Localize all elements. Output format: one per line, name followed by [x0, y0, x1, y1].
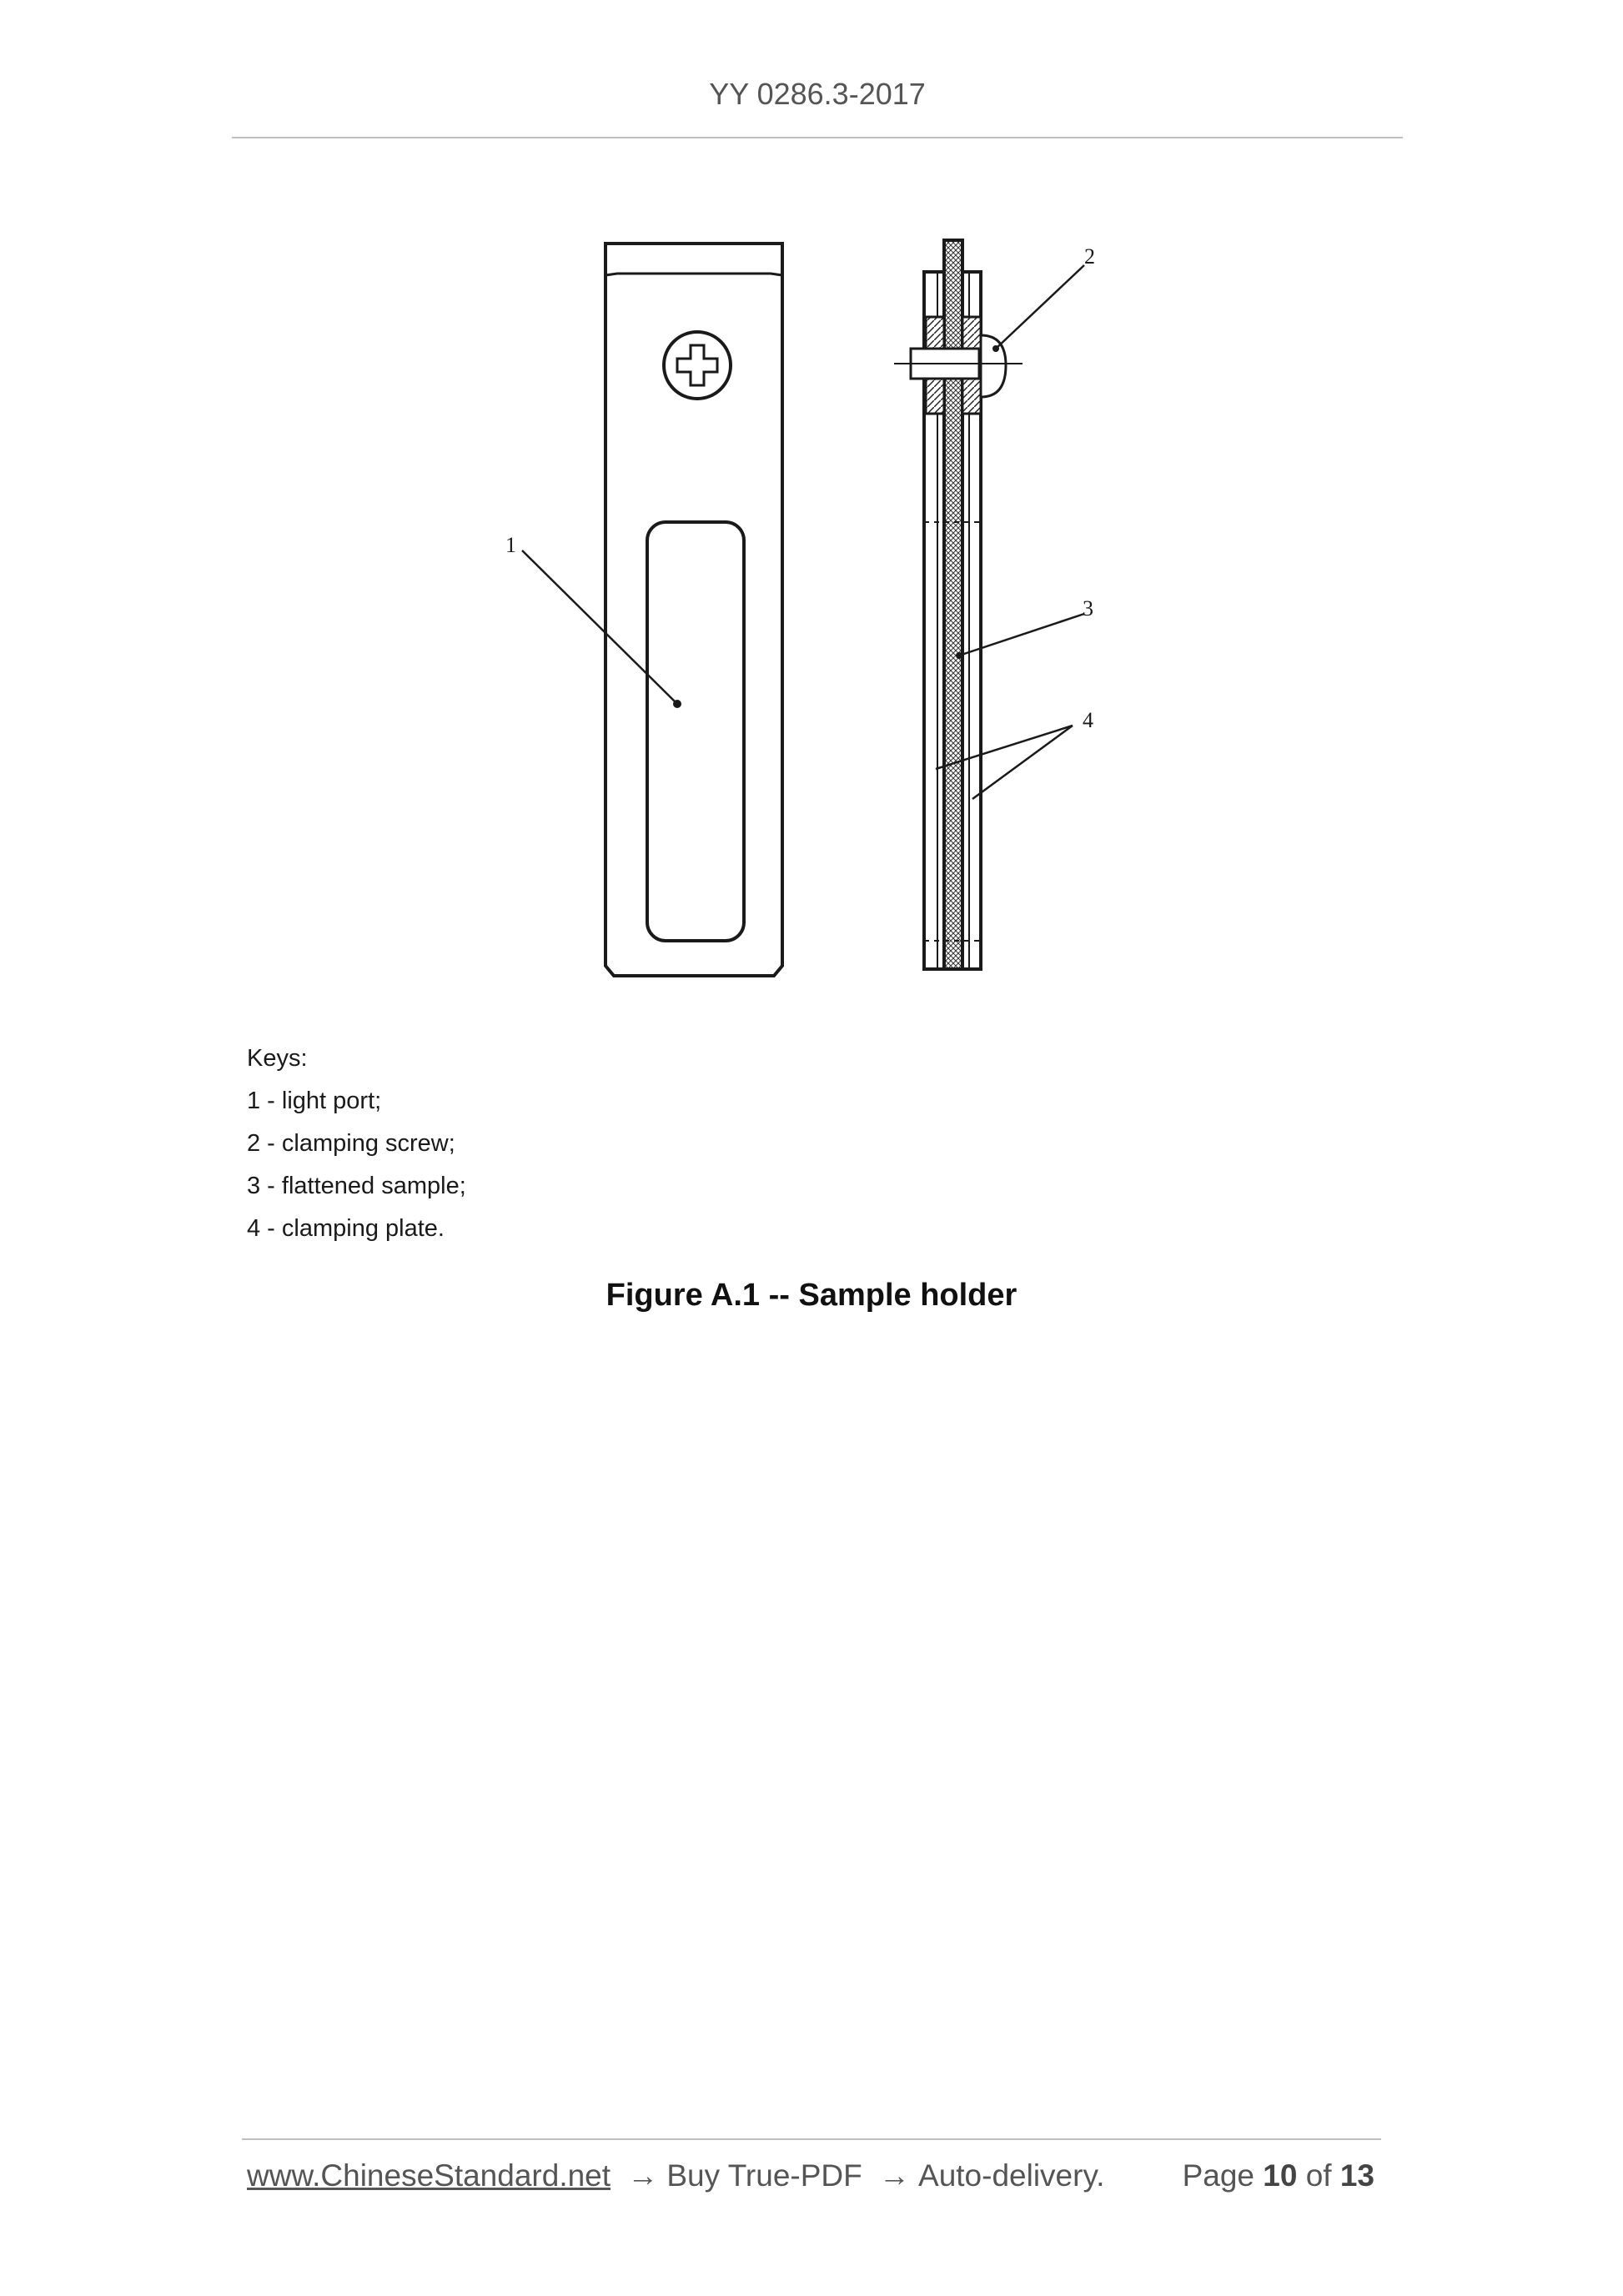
website-link[interactable]: www.ChineseStandard.net	[247, 2158, 611, 2193]
callout-4: 4	[1083, 708, 1093, 732]
callout-3: 3	[1083, 596, 1093, 620]
callout-2: 2	[1084, 244, 1095, 269]
key-item: 3 - flattened sample;	[247, 1173, 466, 1199]
figure-caption: Figure A.1 -- Sample holder	[605, 1278, 1018, 1313]
page-current: 10	[1263, 2158, 1298, 2193]
holder-front-view	[605, 244, 782, 976]
callout-1: 1	[505, 533, 516, 557]
arrow-right-icon: →	[879, 2158, 911, 2193]
page-label: Page	[1182, 2158, 1254, 2193]
figure-keys	[247, 1037, 466, 1250]
key-item: 1 - light port;	[247, 1088, 382, 1114]
key-item: 2 - clamping screw;	[247, 1130, 455, 1157]
keys-title: Keys:	[247, 1045, 308, 1072]
buy-pdf-text: Buy True-PDF	[666, 2158, 862, 2193]
auto-delivery-text: Auto-delivery.	[918, 2158, 1105, 2193]
sample-holder-figure	[0, 0, 1623, 1001]
holder-side-view	[894, 240, 1023, 969]
footer-divider	[242, 2138, 1381, 2140]
arrow-right-icon: →	[627, 2158, 659, 2193]
key-item: 4 - clamping plate.	[247, 1215, 445, 1242]
page-footer	[247, 2158, 1381, 2193]
page-header: YY 0286.3-2017	[709, 77, 926, 111]
page-number	[1183, 2158, 1374, 2193]
of-label: of	[1305, 2158, 1332, 2193]
page-total: 13	[1339, 2158, 1374, 2193]
